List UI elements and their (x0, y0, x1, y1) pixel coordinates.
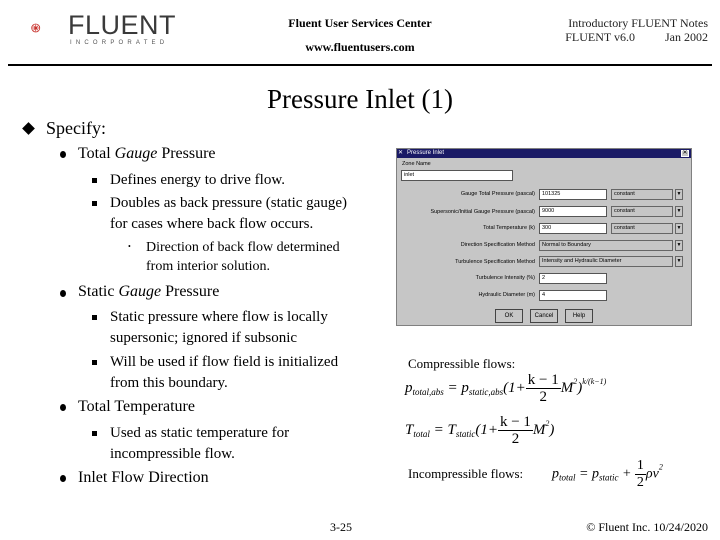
supersonic-pressure-label: Supersonic/Initial Gauge Pressure (pascal) (430, 209, 535, 215)
pressure-inlet-dialog (396, 148, 692, 326)
header-right-title: Introductory FLUENT Notes (568, 16, 708, 30)
square-bullet-icon (92, 315, 97, 320)
chevron-down-icon[interactable]: ▼ (675, 223, 683, 234)
total-temperature-heading: Total Temperature (78, 398, 195, 415)
help-button[interactable]: Help (565, 309, 593, 323)
total-temperature-label: Total Temperature (k) (483, 225, 535, 231)
tgp-point-2-cont: for cases where back flow occurs. (110, 216, 314, 232)
compressible-temperature-equation: $T_{total} = T_{static}(1+$ $\frac{k - 1}{2}$ $M^2$) (405, 414, 555, 447)
total-temperature-input[interactable]: 300 (539, 223, 607, 234)
tt-point-1-cont: incompressible flow. (110, 446, 235, 462)
header-date: Jan 2002 (665, 30, 708, 44)
turbulence-method-select[interactable]: Intensity and Hydraulic Diameter (539, 256, 673, 267)
chevron-down-icon[interactable]: ▼ (675, 240, 683, 251)
diamond-bullet-icon (22, 122, 35, 135)
hydraulic-diameter-label: Hydraulic Diameter (m) (478, 292, 535, 298)
chevron-down-icon[interactable]: ▼ (675, 256, 683, 267)
tgp-point-1: Defines energy to drive flow. (110, 172, 285, 188)
copyright: © Fluent Inc. 10/24/2020 (586, 520, 708, 534)
header-right-version-date (520, 30, 708, 45)
tgp-subpoint-line2: from interior solution. (146, 259, 271, 274)
inlet-flow-direction-heading: Inlet Flow Direction (78, 469, 209, 486)
dialog-close-button[interactable]: ✕ (682, 150, 688, 156)
circle-bullet-icon (60, 151, 66, 158)
gauge-total-pressure-profile[interactable]: constant (611, 189, 673, 200)
square-bullet-icon (92, 431, 97, 436)
turbulence-intensity-input[interactable]: 2 (539, 273, 607, 284)
header-divider (8, 64, 712, 66)
header-center-url: www.fluentusers.com (305, 40, 415, 54)
circle-bullet-icon (60, 404, 66, 411)
circle-bullet-icon (60, 475, 66, 482)
tgp-subpoint-line1: Direction of back flow determined (146, 240, 340, 255)
incompressible-pressure-equation: $p_{total} = p_{static}$ + $\frac{1}{2}$ $\rho v^2$ (552, 458, 663, 490)
gauge-total-pressure-label: Gauge Total Pressure (pascal) (460, 191, 535, 197)
compressible-pressure-equation: $p_{total,abs} = p_{static,abs}(1+$ $\frac{k - 1}{2}$ $M^2)^{k/(k-1)}$ (405, 372, 607, 405)
circle-bullet-icon (60, 290, 66, 297)
ok-button[interactable]: OK (495, 309, 523, 323)
dialog-titlebar (397, 149, 691, 158)
dialog-app-icon: ✕ (398, 150, 404, 156)
logo-subtext: INCORPORATED (70, 40, 169, 46)
static-gauge-pressure-heading: Static Gauge Pressure (78, 283, 220, 300)
specify-heading: Specify: (46, 118, 106, 138)
total-gauge-pressure-heading: Total Gauge Pressure (78, 145, 216, 162)
sgp-point-2: Will be used if flow field is initialized (110, 354, 339, 370)
chevron-down-icon[interactable]: ▼ (675, 206, 683, 217)
header-center-title: Fluent User Services Center (288, 16, 432, 30)
square-bullet-icon (92, 178, 97, 183)
sgp-point-1-cont: supersonic; ignored if subsonic (110, 330, 298, 346)
tt-point-1: Used as static temperature for (110, 425, 290, 441)
sub-bullet-icon: • (128, 242, 131, 251)
slide-title: Pressure Inlet (1) (267, 84, 453, 114)
compressible-label: Compressible flows: (408, 356, 516, 371)
square-bullet-icon (92, 360, 97, 365)
logo-text: FLUENT (68, 10, 177, 40)
chevron-down-icon[interactable]: ▼ (675, 189, 683, 200)
total-temperature-profile[interactable]: constant (611, 223, 673, 234)
sgp-point-1: Static pressure where flow is locally (110, 309, 328, 325)
incompressible-label: Incompressible flows: (408, 466, 524, 481)
sgp-point-2-cont: from this boundary. (110, 375, 228, 391)
square-bullet-icon (92, 201, 97, 206)
tgp-point-2: Doubles as back pressure (static gauge) (110, 195, 347, 211)
turbulence-method-label: Turbulence Specification Method (455, 259, 535, 265)
supersonic-pressure-input[interactable]: 9000 (539, 206, 607, 217)
page-number: 3-25 (330, 520, 352, 534)
zone-name-label: Zone Name (402, 161, 431, 167)
supersonic-pressure-profile[interactable]: constant (611, 206, 673, 217)
turbulence-intensity-label: Turbulence Intensity (%) (475, 275, 535, 281)
dialog-title: Pressure Inlet (407, 150, 445, 156)
gauge-total-pressure-input[interactable]: 101325 (539, 189, 607, 200)
direction-method-select[interactable]: Normal to Boundary (539, 240, 673, 251)
fluent-logo-mark (30, 8, 70, 48)
zone-name-input[interactable]: inlet (401, 170, 513, 181)
header-version: FLUENT v6.0 (565, 30, 635, 44)
cancel-button[interactable]: Cancel (530, 309, 558, 323)
direction-method-label: Direction Specification Method (460, 242, 535, 248)
hydraulic-diameter-input[interactable]: 4 (539, 290, 607, 301)
